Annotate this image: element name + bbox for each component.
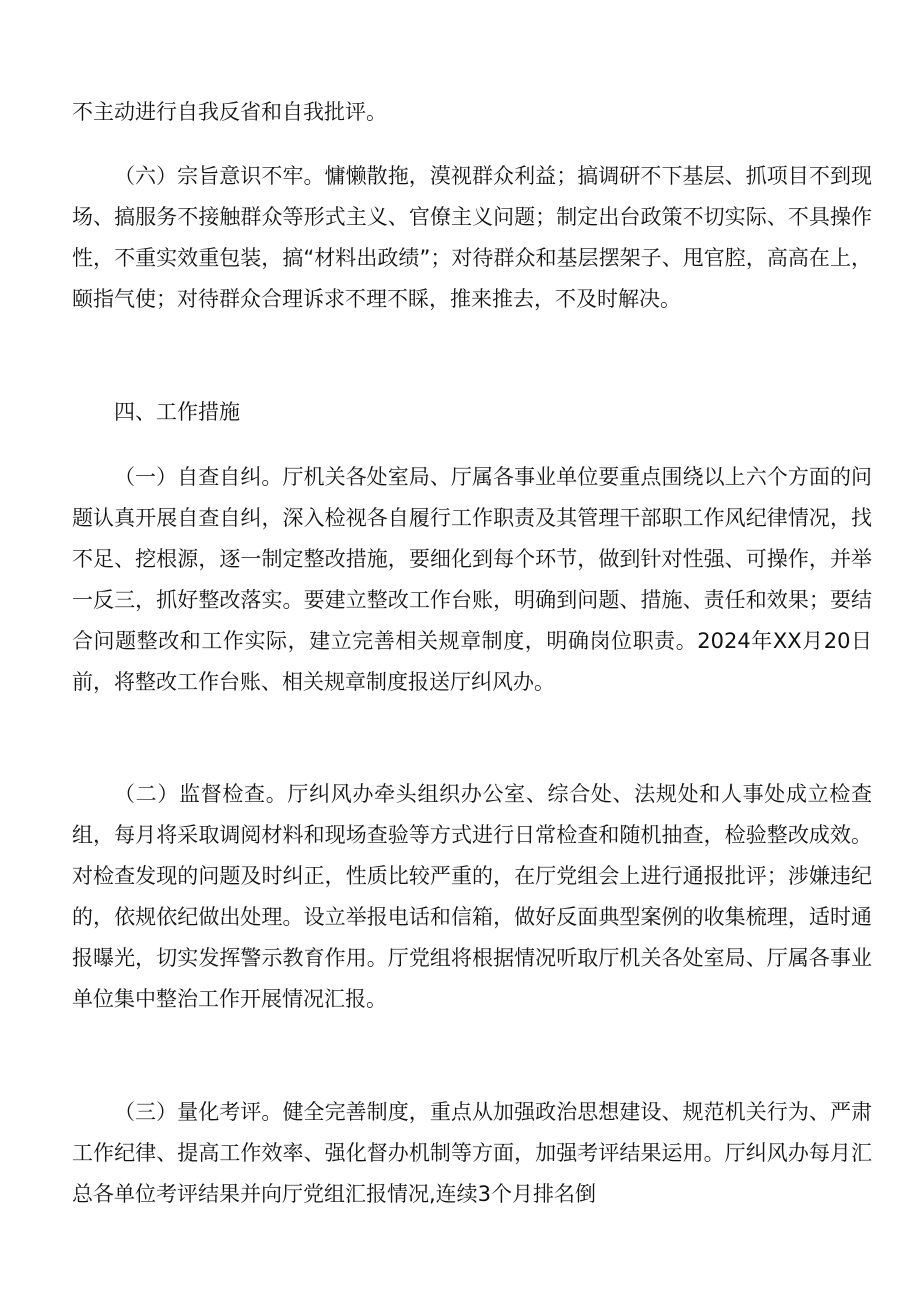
paragraph-measure-1: （一）自查自纠。厅机关各处室局、厅属各事业单位要重点围绕以上六个方面的问题认真开展自查自纠，深入检视各自履行工作职责及其管理干部职工作风纪律情况，找不足、挖根源，逐一制定整改措施，要细化到每个环节，做到针对性强、可操作，并举一反三，抓好整改落实。要建立整改工作台账，明确到问题、措施、责任和效果；要结合问题整改和工作实际，建立完善相关规章制度，明确岗位职责。2024年XX月20日前，将整改工作台账、相关规章制度报送厅纠风办。 <box>72 465 872 694</box>
paragraph-measure-3: （三）量化考评。健全完善制度，重点从加强政治思想建设、规范机关行为、严肃工作纪律、提高工作效率、强化督办机制等方面，加强考评结果运用。厅纠风办每月汇总各单位考评结果并向厅党组汇报情况,连续3个月排名倒 <box>72 1100 872 1206</box>
paragraph-item-6: （六）宗旨意识不牢。慵懒散拖，漠视群众利益；搞调研不下基层、抓项目不到现场、搞服务不接触群众等形式主义、官僚主义问题；制定出台政策不切实际、不具操作性，不重实效重包装，搞“材料出政绩”；对待群众和基层摆架子、甩官腔，高高在上，颐指气使；对待群众合理诉求不理不睬，推来推去，不及时解决。 <box>72 164 872 311</box>
section-heading-4: 四、工作措施 <box>114 400 240 424</box>
paragraph-continuation: 不主动进行自我反省和自我批评。 <box>72 100 387 124</box>
paragraph-measure-2: （二）监督检查。厅纠风办牵头组织办公室、综合处、法规处和人事处成立检查组，每月将采取调阅材料和现场查验等方式进行日常检查和随机抽查，检验整改成效。对检查发现的问题及时纠正，性质比较严重的，在厅党组会上进行通报批评；涉嫌违纪的，依规依纪做出处理。设立举报电话和信箱，做好反面典型案例的收集梳理，适时通报曝光，切实发挥警示教育作用。厅党组将根据情况听取厅机关各处室局、厅属各事业单位集中整治工作开展情况汇报。 <box>72 782 872 1011</box>
